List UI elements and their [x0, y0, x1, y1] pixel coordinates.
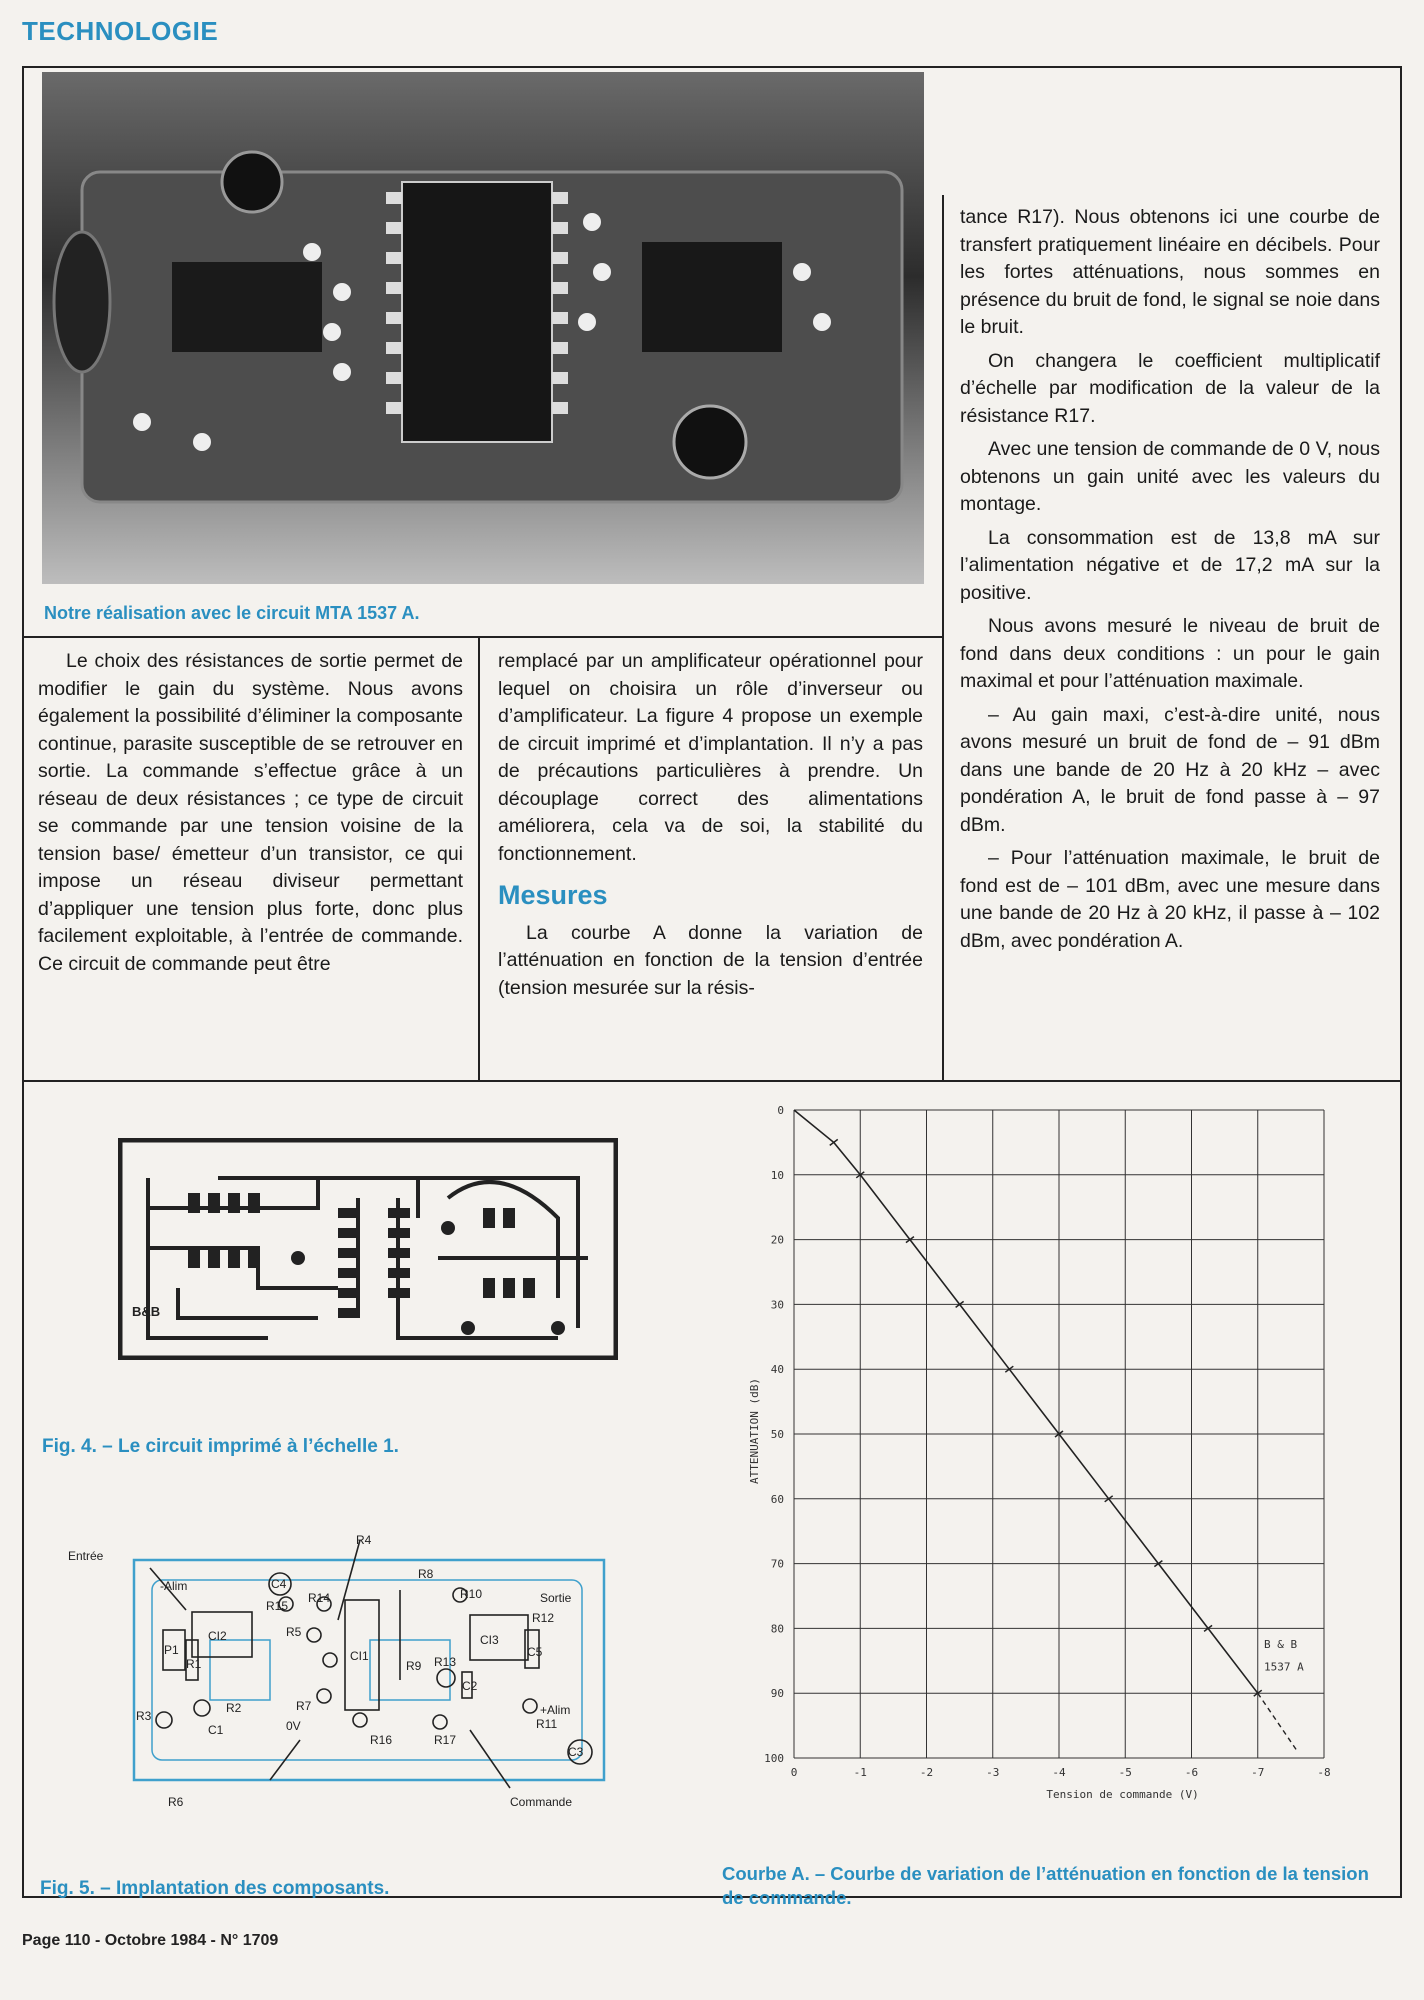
label-commande: Commande: [510, 1795, 573, 1809]
label-sortie: Sortie: [540, 1591, 572, 1605]
board-label: B&B: [132, 1304, 161, 1319]
label-r6: R6: [168, 1795, 184, 1809]
paragraph: remplacé par un amplificateur opérationnel pour lequel on choisira un rôle d’inverseur ou d’amplificateur. La figure 4 propose un exemple de circuit imprimé et d’implantation. Il n’y a pas de précautions particulières à prendre. Un découplage correct des alimentations améliorera, cela va de soi, la stabilité du fonctionnement.: [498, 650, 923, 865]
paragraph: Nous avons mesuré le niveau de bruit de fond dans deux conditions : un pour le gain maximal et pour l’atténuation maximale.: [960, 615, 1380, 692]
chart-svg: [740, 1098, 1380, 1858]
y-tick-label: 90: [770, 1687, 784, 1701]
column-divider: [478, 636, 480, 1080]
paragraph: Le choix des résistances de sortie permet de modifier le gain du système. Nous avons également la possibilité d’éliminer la composante continue, parasite susceptible de se retrouver en sortie. La commande s’effectue grâce à un réseau de deux résistances ; ce type de circuit se commande par une tension voisine de la tension base/ émetteur d’un transistor, ce qui impose un réseau diviseur permettant d’appliquer une tension plus forte, donc plus facilement exploitable, à l’entrée de commande. Ce circuit de commande peut être: [38, 650, 463, 975]
label-r12: R12: [532, 1611, 555, 1625]
label-r14: R14: [308, 1591, 331, 1605]
paragraph: La courbe A donne la variation de l’atténuation en fonction de la tension d’entrée (tension mesurée sur la résis-: [498, 921, 923, 999]
y-tick-label: 50: [770, 1428, 784, 1441]
label-r7: R7: [296, 1699, 312, 1713]
paragraph: La consommation est de 13,8 mA sur l’alimentation négative et de 17,2 mA sur la positive.: [960, 526, 1380, 604]
component-layout-figure: [60, 1530, 620, 1820]
y-axis-label: ATTENUATION (dB): [748, 1378, 761, 1484]
label-p1: P1: [164, 1643, 179, 1657]
x-tick-label: -8: [1317, 1766, 1331, 1779]
chart-annotation: B & B: [1264, 1637, 1298, 1651]
paragraph: – Pour l’atténuation maximale, le bruit de fond est de – 101 dBm, avec une mesure dans une bande de 20 Hz à 20 kHz, il passe à – 102 dBm, avec pondération A.: [960, 847, 1380, 952]
page-footer: Page 110 - Octobre 1984 - N° 1709: [22, 1932, 279, 1949]
label-r5: R5: [286, 1625, 302, 1639]
y-tick-label: 80: [770, 1622, 784, 1636]
y-tick-label: 40: [770, 1363, 784, 1377]
chart-annotation: 1537 A: [1264, 1660, 1304, 1674]
extrapolated-segment: [1258, 1693, 1298, 1751]
paragraph: On changera le coefficient multiplicatif d’échelle par modification de la valeur de la résistance R17.: [960, 349, 1380, 427]
pcb-figure: [118, 1138, 618, 1360]
y-tick-label: 10: [770, 1168, 784, 1182]
attenuation-curve: [794, 1110, 1258, 1693]
section-header: TECHNOLOGIE: [22, 16, 219, 46]
y-tick-label: 20: [770, 1233, 784, 1247]
label-ci2: CI2: [208, 1629, 227, 1643]
label-ci3: CI3: [480, 1633, 499, 1647]
label-r11: R11: [536, 1717, 558, 1731]
label-r1: R1: [186, 1657, 202, 1671]
section-heading: Mesures: [498, 880, 608, 910]
x-tick-label: -3: [986, 1766, 1000, 1779]
paragraph: Avec une tension de commande de 0 V, nous obtenons un gain unité avec les valeurs du montage.: [960, 438, 1380, 515]
attenuation-chart: [740, 1098, 1380, 1858]
label-r13: R13: [434, 1655, 457, 1669]
x-axis-label: Tension de commande (V): [1046, 1788, 1199, 1801]
label-entree: Entrée: [68, 1549, 104, 1563]
label-c5: C5: [527, 1645, 543, 1659]
y-tick-label: 100: [764, 1752, 784, 1765]
label-r4: R4: [356, 1533, 372, 1547]
x-tick-label: 0: [790, 1766, 798, 1779]
y-tick-label: 30: [770, 1298, 784, 1312]
label-c4: C4: [271, 1577, 287, 1591]
label-r3: R3: [136, 1709, 152, 1723]
label-c2: C2: [462, 1679, 478, 1693]
article-column-1: [38, 648, 463, 984]
x-tick-label: -5: [1118, 1766, 1132, 1779]
x-tick-label: -1: [853, 1766, 867, 1779]
photo-caption: Notre réalisation avec le circuit MTA 1537 A.: [44, 603, 420, 623]
label-r8: R8: [418, 1567, 434, 1581]
label-alim-pos: +Alim: [540, 1703, 571, 1717]
label-c1: C1: [208, 1723, 224, 1737]
label-r9: R9: [406, 1659, 422, 1673]
article-column-2: [498, 648, 923, 1008]
paragraph: tance R17). Nous obtenons ici une courbe de transfert pratiquement linéaire en décibels. Pour les fortes atténuations, nous sommes en présence du bruit de fond, le signal se noie dans le bruit.: [960, 206, 1380, 338]
x-tick-label: -7: [1251, 1766, 1265, 1779]
column-divider: [942, 195, 944, 1080]
y-tick-label: 60: [770, 1492, 784, 1506]
label-ov: 0V: [286, 1719, 301, 1733]
y-tick-label: 0: [777, 1104, 784, 1117]
label-r10: R10: [460, 1587, 483, 1601]
label-c3: C3: [568, 1745, 584, 1759]
label-r2: R2: [226, 1701, 242, 1715]
article-column-3: [960, 204, 1380, 961]
label-alim-neg: -Alim: [160, 1579, 188, 1593]
fig5-caption: Fig. 5. – Implantation des composants.: [40, 1878, 390, 1899]
chart-caption: Courbe A. – Courbe de variation de l’atténuation en fonction de la tension de commande.: [722, 1863, 1369, 1908]
paragraph: – Au gain maxi, c’est-à-dire unité, nous avons mesuré un bruit de fond de – 91 dBm dans une bande de 20 Hz à 20 kHz – avec pondération A, le bruit de fond passe à – 97 dBm.: [960, 703, 1380, 836]
label-r16: R16: [370, 1733, 393, 1747]
circuit-photo: [42, 72, 924, 584]
y-tick-label: 70: [770, 1557, 784, 1571]
x-tick-label: -6: [1184, 1766, 1199, 1779]
x-tick-label: -4: [1052, 1766, 1066, 1779]
caption-rule: [22, 636, 942, 638]
label-r15: R15: [266, 1599, 289, 1613]
x-tick-label: -2: [919, 1766, 934, 1779]
fig4-caption: Fig. 4. – Le circuit imprimé à l’échelle 1.: [42, 1436, 399, 1457]
label-r17: R17: [434, 1733, 457, 1747]
section-rule: [22, 1080, 1402, 1082]
label-ci1: CI1: [350, 1649, 369, 1663]
